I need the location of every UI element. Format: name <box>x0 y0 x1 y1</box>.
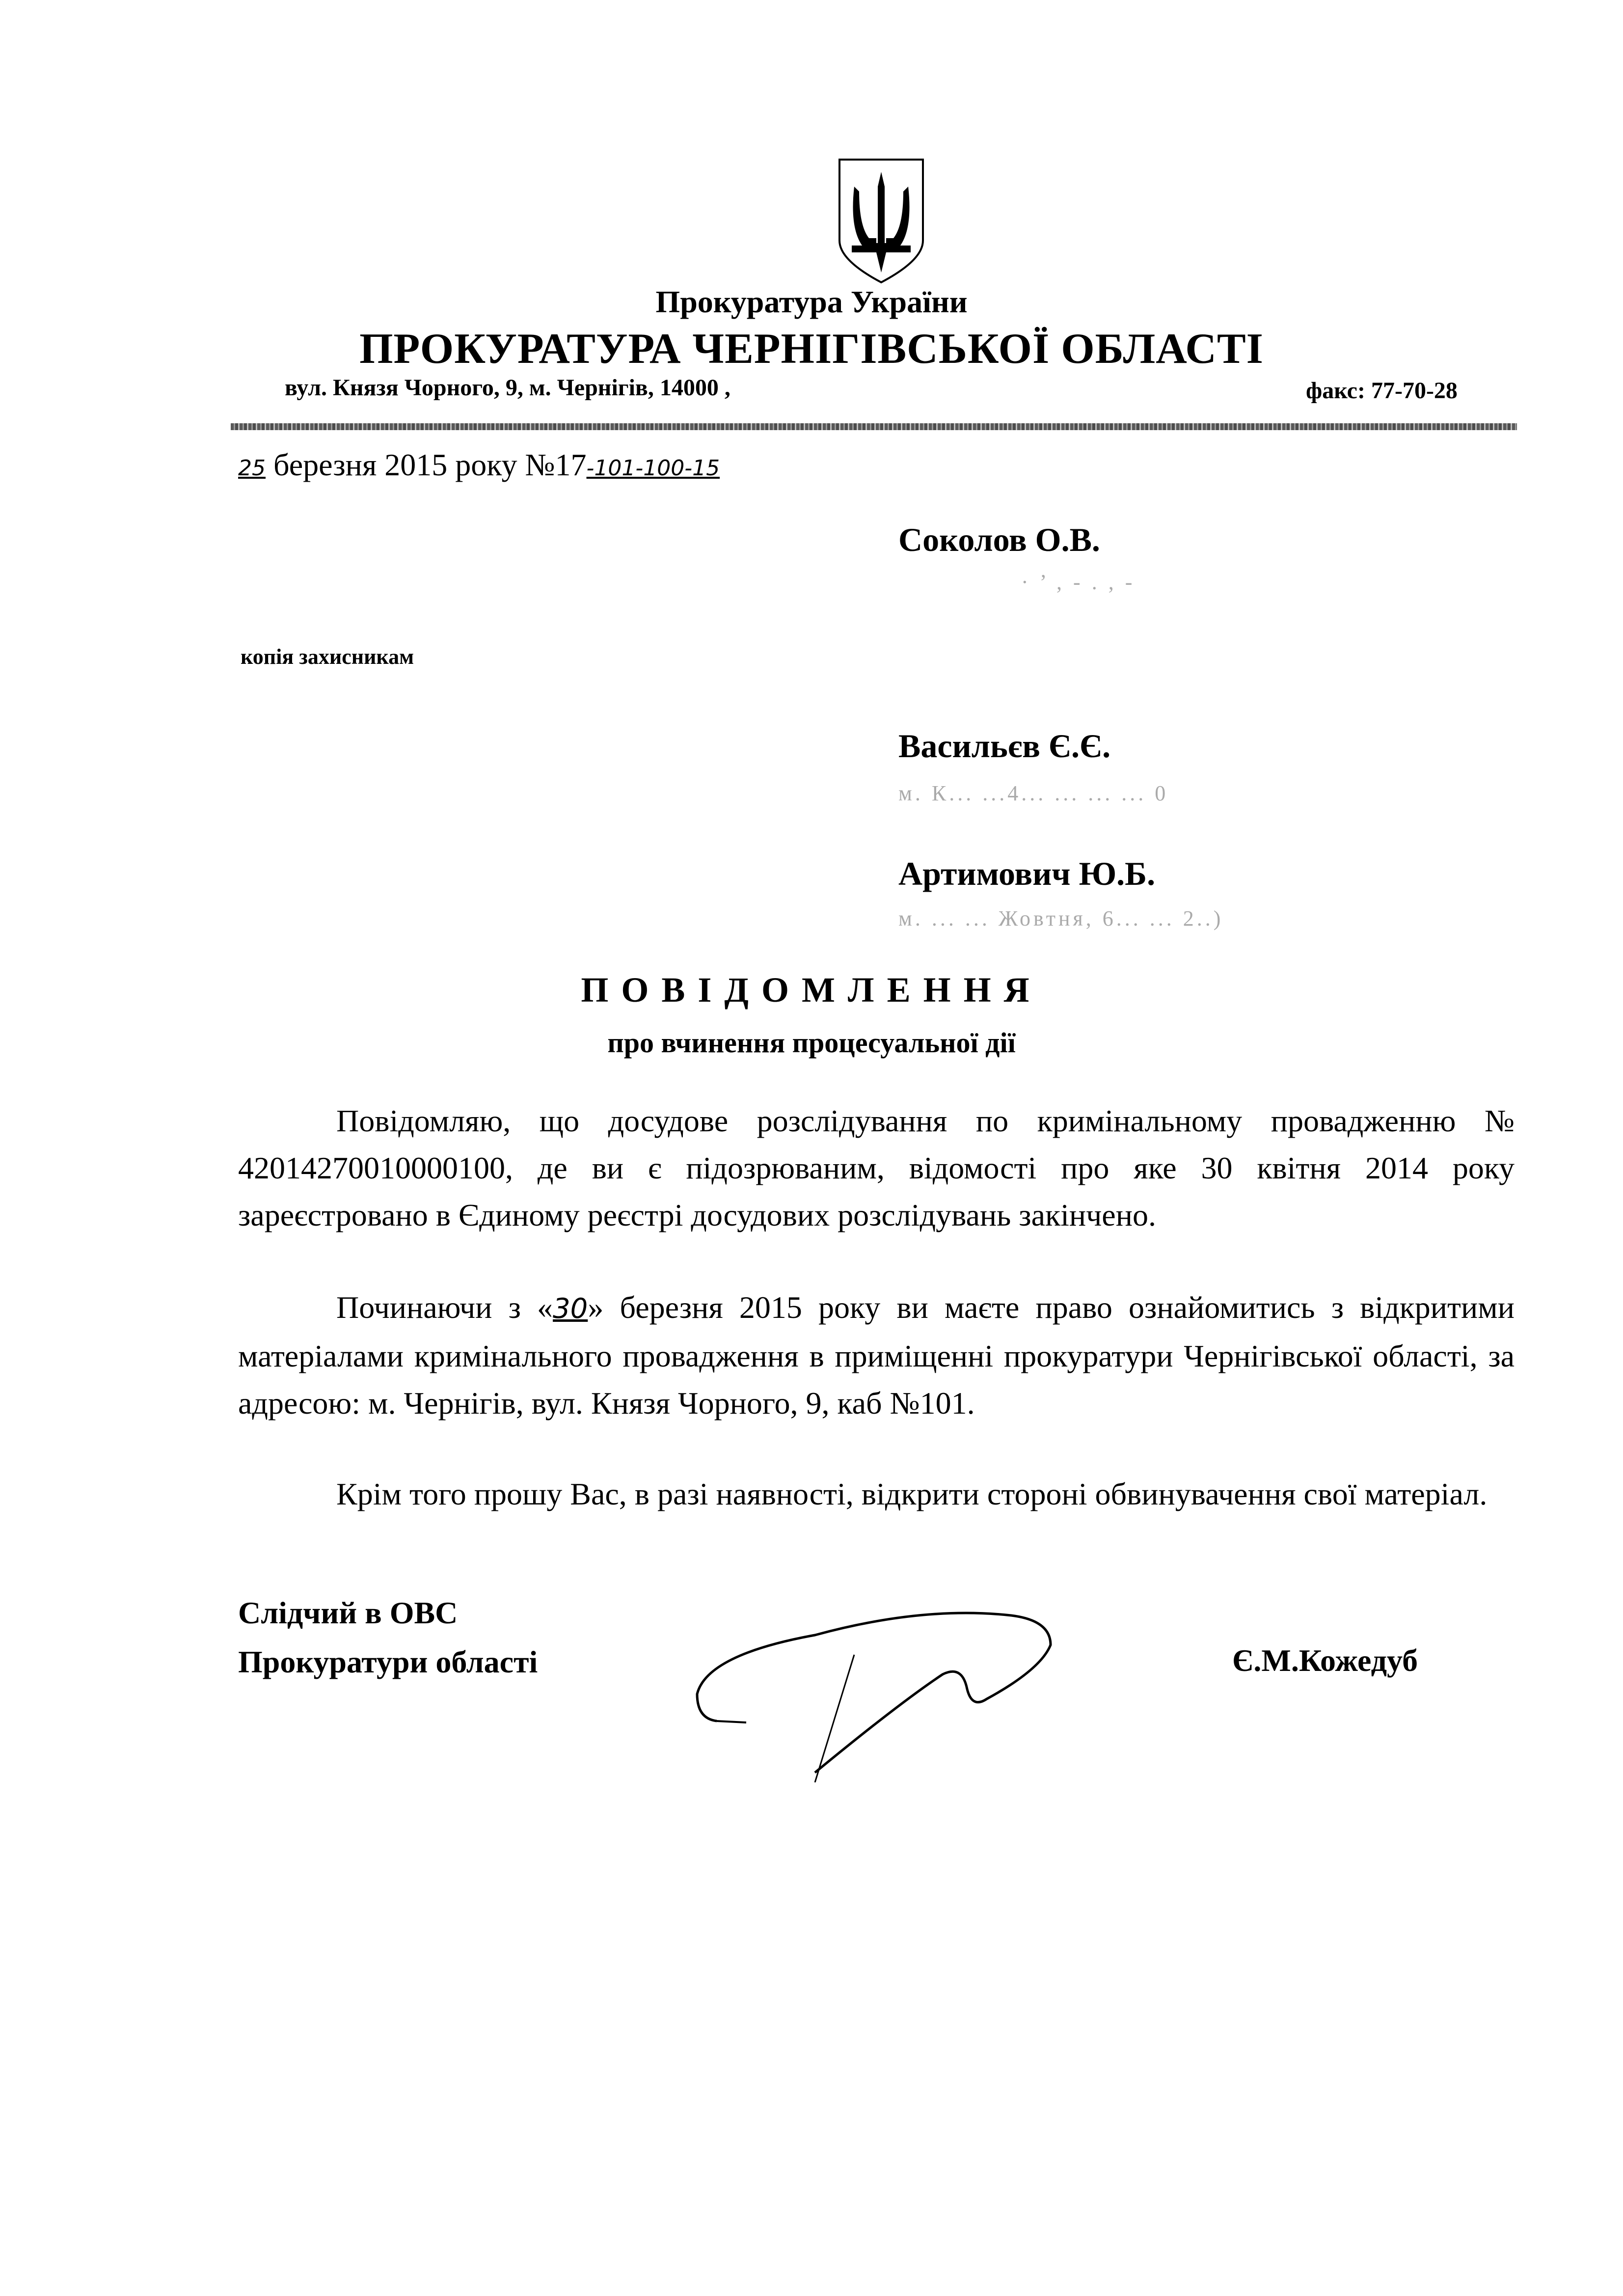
body-paragraph <box>238 1284 1515 1427</box>
recipient-address-redacted: м. ... ... Жовтня, 6... ... 2..) <box>898 906 1224 930</box>
reg-number-handwritten: -101-100-15 <box>586 456 720 481</box>
reg-day-handwritten: 25 <box>238 456 266 481</box>
body-paragraph: Крім того прошу Вас, в разі наявності, відкрити стороні обвинувачення свої матеріал. <box>336 1476 1488 1511</box>
para2-day-handwritten: 30 <box>553 1293 588 1325</box>
signer-position-line2: Прокуратури області <box>238 1644 538 1679</box>
recipient-address-redacted: м. К... ...4... ... ... ... 0 <box>898 781 1169 805</box>
copy-note: копія захисникам <box>241 645 414 669</box>
recipient-address-redacted: · ’ , - . , - <box>1021 570 1136 594</box>
trident-icon <box>835 157 928 285</box>
signer-position-line1: Слідчий в ОВС <box>238 1595 458 1630</box>
handwritten-signature <box>668 1611 1281 1782</box>
para2-prefix: Починаючи з « <box>336 1290 553 1325</box>
org-name: ПРОКУРАТУРА ЧЕРНІГІВСЬКОЇ ОБЛАСТІ <box>359 325 1264 373</box>
signer-name: Є.М.Кожедуб <box>1232 1643 1418 1678</box>
document-subtitle: про вчинення процесуальної дії <box>607 1027 1016 1059</box>
header-divider <box>231 423 1517 430</box>
recipient-name: Соколов О.В. <box>898 521 1100 558</box>
para2-text: березня 2015 року ви маєте право ознайомитись з відкритими матеріалами кримінального провадження в приміщенні прокуратури Чернігівської області, за адресою: м. Чернігів, вул. Князя Чорного, 9, каб №101. <box>238 1290 1515 1421</box>
org-address: вул. Князя Чорного, 9, м. Чернігів, 14000 , <box>285 375 730 401</box>
org-fax: факс: 77-70-28 <box>1306 378 1458 404</box>
recipient-name: Васильєв Є.Є. <box>898 727 1111 765</box>
org-parent: Прокуратура України <box>655 284 968 319</box>
document-title: ПОВІДОМЛЕННЯ <box>581 970 1042 1010</box>
signer-position <box>238 1588 538 1687</box>
registration-line <box>238 447 720 483</box>
recipient-name: Артимович Ю.Б. <box>898 855 1156 892</box>
reg-date-text: березня 2015 року №17 <box>273 447 587 482</box>
para2-suffix: » <box>588 1290 620 1325</box>
body-paragraph: Повідомляю, що досудове розслідування по кримінальному провадженню № 42014270010000100, де ви є підозрюваним, відомості про яке 30 квітня 2014 року зареєстровано в Єдиному реєстрі досудових розслідувань закінчено. <box>238 1103 1515 1232</box>
